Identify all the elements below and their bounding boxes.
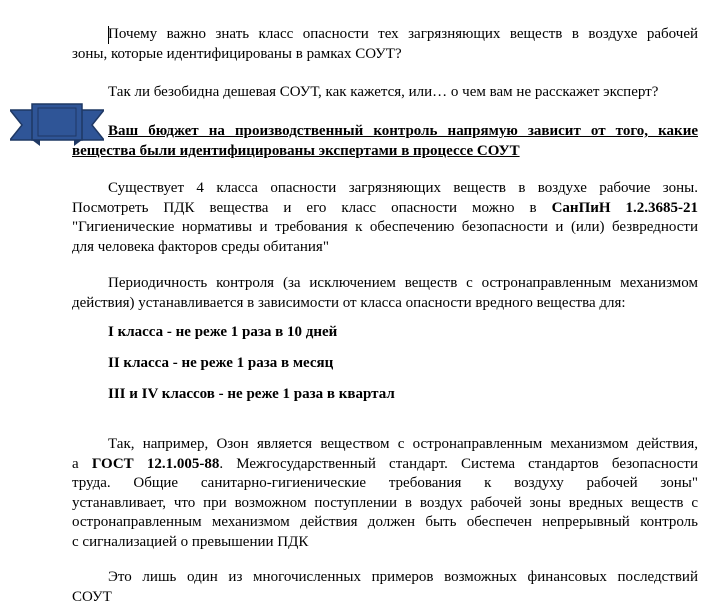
text-line: Существует 4 класса опасности загрязняющих веществ в воздухе рабочие зоны. [108,180,698,196]
intro-question [72,25,698,64]
class-2-item: II класса - не реже 1 раза в месяц [108,355,334,371]
text-line: труда. Общие санитарно-гигиенические требования к воздуху рабочей зоны" [72,475,698,491]
class-3-4-item: III и IV классов - не реже 1 раза в квартал [108,386,395,402]
text-line: устанавливает, что при возможном поступлении в воздух рабочей зоны вредных веществ с [72,494,698,511]
ozone-example-paragraph [72,435,698,552]
text-line: Так ли безобидна дешевая СОУТ, как кажется, или… о чем вам не расскажет эксперт? [108,84,659,100]
class-1-item: I класса - не реже 1 раза в 10 дней [108,324,338,340]
text-line [72,455,698,475]
budget-heading [72,122,698,161]
text-line: Периодичность контроля (за исключением веществ с остронаправленным механизмом [108,275,698,291]
sanpin-reference: СанПиН 1.2.3685-21 [551,199,699,216]
conclusion-paragraph [72,568,698,607]
control-frequency-paragraph [72,274,698,313]
text-line: СОУТ [72,588,112,605]
text-line: Почему важно знать класс опасности тех загрязняющих веществ в воздухе рабочей [108,26,698,42]
text-span: а [72,455,79,472]
text-line: с сигнализацией о превышении ПДК [72,533,309,550]
text-line: Это лишь один из многочисленных примеров возможных финансовых последствий [108,569,698,585]
text-line: Ваш бюджет на производственный контроль напрямую зависит от того, какие [108,123,698,139]
text-line: зоны, которые идентифицированы в рамках СОУТ? [72,45,402,62]
text-line: для человека факторов среды обитания" [72,238,329,255]
gost-reference: ГОСТ 12.1.005-88 [91,455,220,472]
text-line: вещества были идентифицированы экспертами в процессе СОУТ [72,142,520,159]
hazard-classes-paragraph [72,179,698,257]
text-span: . Межгосударственный стандарт. Система стандартов безопасности [219,455,699,472]
text-line: действия) устанавливается в зависимости от класса опасности вредного вещества для: [72,294,626,311]
text-span: Посмотреть ПДК вещества и его класс опасности можно в [72,199,537,216]
text-line [72,199,698,219]
text-line: "Гигиенические нормативы и требования к обеспечению безопасности и (или) безвредности [72,219,698,235]
text-line: Так, например, Озон является веществом с остронаправленным механизмом действия, [108,436,698,452]
text-line: остронаправленным механизмом действия должен быть обеспечен непрерывный контроль [72,514,698,530]
second-question [72,83,698,103]
